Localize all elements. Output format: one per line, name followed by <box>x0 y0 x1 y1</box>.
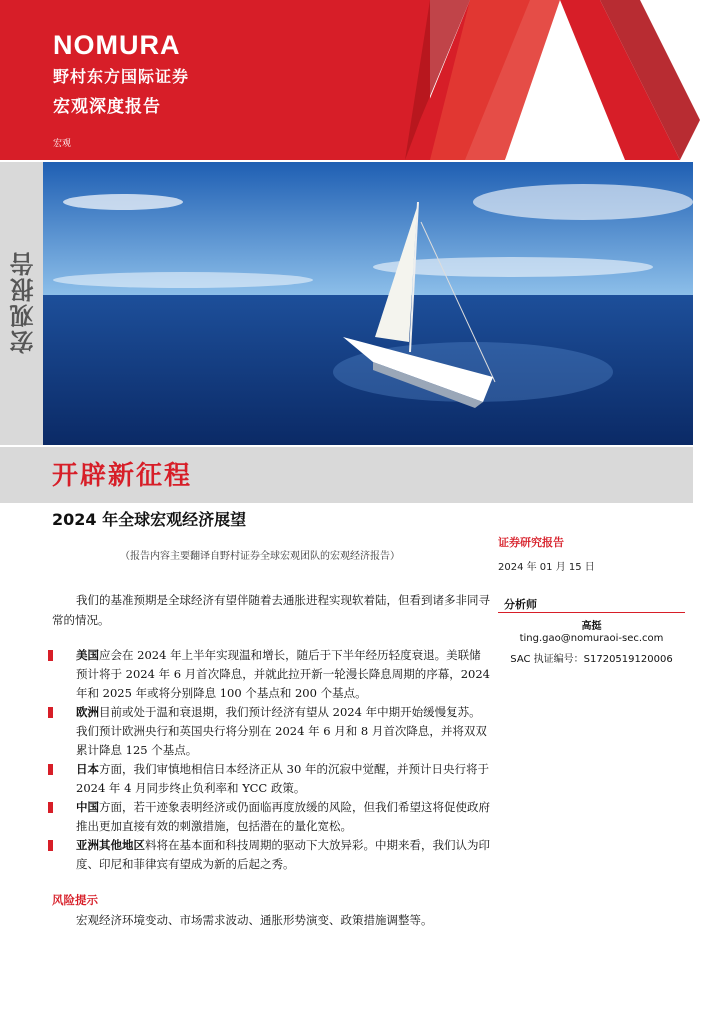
bullet-text: 方面，我们审慎地相信日本经济正从 30 年的沉寂中觉醒，并预计日央行将于 2024 年 4 月同步终止负利率和 YCC 政策。 <box>76 762 489 795</box>
risk-title: 风险提示 <box>52 893 98 907</box>
sailboat-photo <box>43 162 693 445</box>
list-item <box>48 703 492 760</box>
list-item <box>48 836 492 874</box>
bullet-text: 料将在基本面和科技周期的驱动下大放异彩。中期来看，我们认为印度、印尼和菲律宾有望成为新的后起之秀。 <box>76 838 490 871</box>
analyst-sac-number: SAC 执证编号：S1720519120006 <box>510 654 673 665</box>
list-item <box>48 760 492 798</box>
bullet-text: 目前或处于温和衰退期，我们预计经济有望从 2024 年中期开始缓慢复苏。我们预计欧洲央行和英国央行将分别在 2024 年 6 月和 8 月首次降息，并将双双累计降息 125 个基点。 <box>76 705 487 757</box>
side-label: 宏观报告 <box>9 250 38 354</box>
list-item <box>48 798 492 836</box>
intro-paragraph: 我们的基准预期是全球经济有望伴随着去通胀进程实现软着陆，但看到诸多非同寻常的情况。 <box>52 593 490 627</box>
bullet-marker-icon <box>48 707 53 718</box>
analyst-divider <box>498 612 685 613</box>
bullet-text: 方面，若干迹象表明经济或仍面临再度放缓的风险，但我们希望这将促使政府推出更加直接有效的刺激措施，包括潜在的量化宽松。 <box>76 800 490 833</box>
report-type: 宏观深度报告 <box>53 97 161 117</box>
bullet-marker-icon <box>48 650 53 661</box>
header-band <box>0 0 720 160</box>
bullet-lead: 美国 <box>76 648 99 662</box>
report-title: 开辟新征程 <box>52 461 193 491</box>
analyst-email[interactable]: ting.gao@nomuraoi-sec.com <box>519 633 664 644</box>
bullet-text: 应会在 2024 年上半年实现温和增长，随后于下半年经历轻度衰退。美联储预计将于 2024 年 6 月首次降息，并就此拉开新一轮漫长降息周期的序幕，2024 年和 2025 年或将分别降息 100 个基点和 200 个基点。 <box>76 648 490 700</box>
report-kind: 证券研究报告 <box>498 536 564 549</box>
nomura-logo: NOMURA <box>53 30 181 60</box>
key-points-list <box>48 646 492 874</box>
bullet-lead: 欧洲 <box>76 705 99 719</box>
source-note: （报告内容主要翻译自野村证券全球宏观团队的宏观经济报告） <box>120 551 400 562</box>
analyst-name: 高挺 <box>581 621 602 632</box>
report-subtitle: 2024 年全球宏观经济展望 <box>52 510 247 529</box>
risk-text: 宏观经济环境变动、市场需求波动、通胀形势演变、政策措施调整等。 <box>76 913 433 927</box>
bullet-lead: 亚洲其他地区 <box>76 838 145 852</box>
bullet-lead: 中国 <box>76 800 99 814</box>
analyst-label: 分析师 <box>504 598 537 611</box>
bullet-lead: 日本 <box>76 762 99 776</box>
bullet-marker-icon <box>48 840 53 851</box>
list-item <box>48 646 492 703</box>
category-tag: 宏观 <box>53 139 72 149</box>
company-name-cn: 野村东方国际证券 <box>53 67 190 86</box>
report-date: 2024 年 01 月 15 日 <box>498 562 595 573</box>
bullet-marker-icon <box>48 764 53 775</box>
bullet-marker-icon <box>48 802 53 813</box>
